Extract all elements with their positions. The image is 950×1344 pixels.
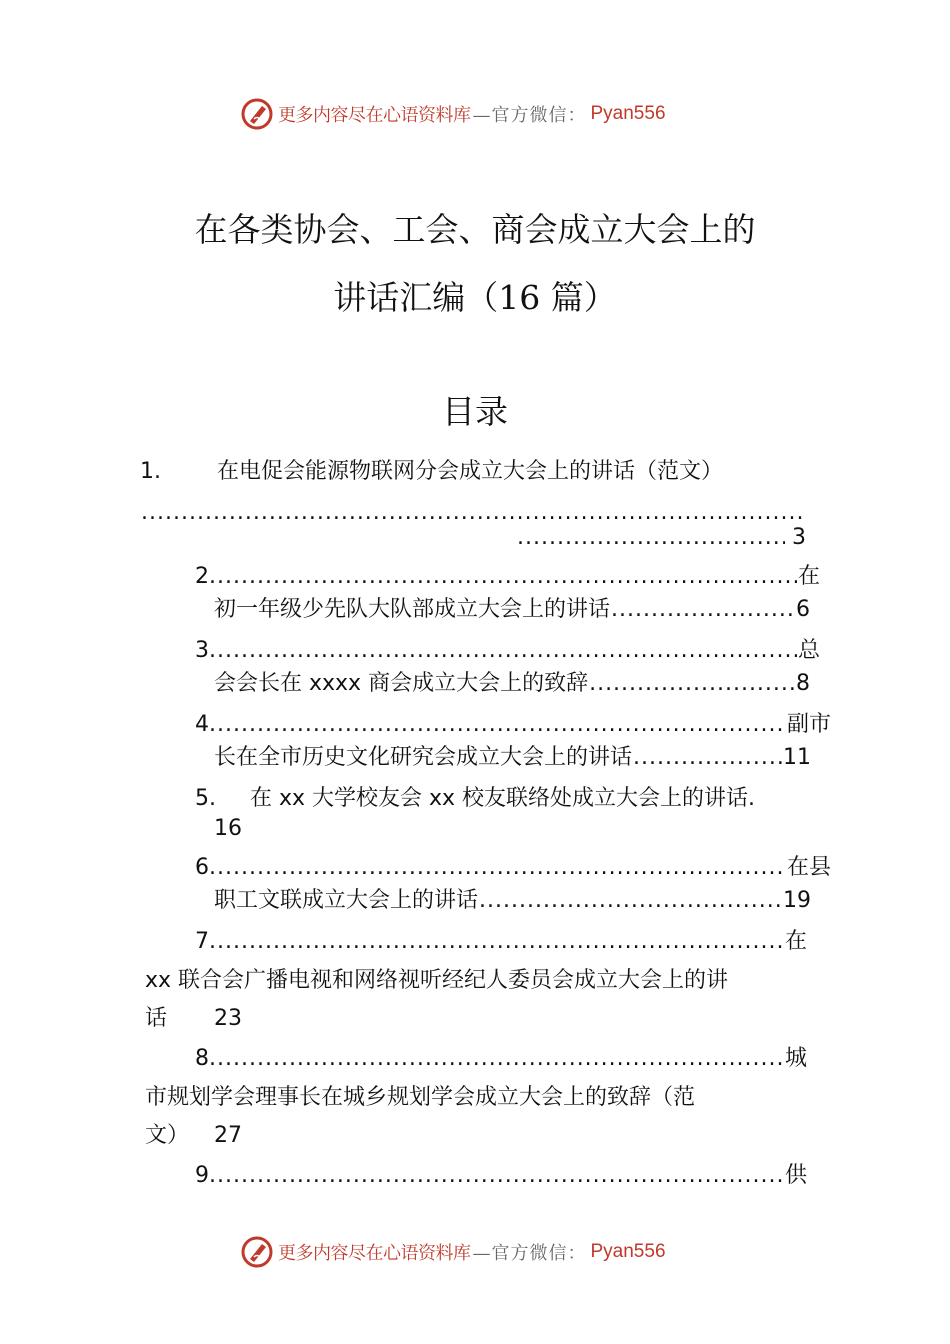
- toc-entry-9-number: 9.: [195, 1163, 216, 1188]
- toc-entry-2-number: 2.: [195, 564, 216, 589]
- toc-entry-8-title[interactable]: 市规划学会理事长在城乡规划学会成立大会上的致辞（范: [145, 1085, 696, 1110]
- toc-entry-8-head: 城: [784, 1046, 807, 1071]
- toc-entry-5-title[interactable]: 在 xx 大学校友会 xx 校友联络处成立大会上的讲话.: [250, 786, 756, 811]
- toc-entry-3-page: 8: [796, 671, 810, 696]
- wechat-id: Pyan556: [590, 1241, 666, 1262]
- toc-entry-2-row[interactable]: [195, 562, 820, 592]
- toc-entry-6-head: 在县: [786, 855, 831, 880]
- watermark-text: 更多内容尽在心语资料库: [278, 105, 471, 126]
- toc-entry-8-number: 8.: [195, 1046, 216, 1071]
- toc-entry-6-row-2[interactable]: [214, 886, 811, 916]
- toc-entry-4-head: 副市: [786, 712, 831, 737]
- wechat-id: Pyan556: [590, 103, 666, 124]
- toc-entry-6-row[interactable]: [195, 853, 831, 883]
- toc-entry-5-number: 5.: [195, 786, 216, 811]
- watermark-label: —官方微信：: [472, 1243, 587, 1264]
- toc-entry-4-row[interactable]: [195, 710, 831, 740]
- toc-entry-5-page: 16: [214, 816, 242, 841]
- toc-entry-7-tail: 话: [145, 1006, 168, 1031]
- toc-entry-7-head: 在: [784, 929, 807, 954]
- toc-entry-7-page: 23: [214, 1006, 242, 1031]
- toc-entry-3-number: 3.: [195, 638, 216, 663]
- toc-entry-4-page: 11: [783, 745, 811, 770]
- toc-entry-8-tail: 文）: [145, 1123, 190, 1148]
- toc-entry-4-row-2[interactable]: [214, 743, 811, 773]
- toc-entry-8-row[interactable]: [195, 1044, 807, 1074]
- toc-entry-6-title: 职工文联成立大会上的讲话: [214, 888, 479, 913]
- document-title-line-1: 在各类协会、工会、商会成立大会上的: [194, 210, 756, 249]
- pen-logo-icon: [240, 97, 274, 131]
- watermark-text: 更多内容尽在心语资料库: [278, 1243, 471, 1264]
- toc-entry-4-title: 长在全市历史文化研究会成立大会上的讲话: [214, 745, 633, 770]
- toc-entry-2-title: 初一年级少先队大队部成立大会上的讲话: [214, 597, 611, 622]
- toc-heading: 目录: [442, 392, 508, 431]
- toc-entry-6-page: 19: [783, 888, 811, 913]
- toc-entry-1-page: 3: [792, 525, 806, 550]
- toc-entry-3-title: 会会长在 xxxx 商会成立大会上的致辞: [214, 671, 589, 696]
- toc-entry-1-leader-end: [516, 523, 806, 553]
- toc-entry-1-title[interactable]: 在电促会能源物联网分会成立大会上的讲话（范文）: [217, 459, 724, 484]
- toc-entry-3-head: 总: [797, 638, 820, 663]
- toc-entry-4-number: 4.: [195, 712, 216, 737]
- toc-entry-1-number: 1.: [140, 459, 161, 484]
- toc-entry-7-title[interactable]: xx 联合会广播电视和网络视听经纪人委员会成立大会上的讲: [145, 968, 729, 993]
- toc-entry-7-row[interactable]: [195, 927, 807, 957]
- toc-entry-2-page: 6: [796, 597, 810, 622]
- toc-entry-8-page: 27: [214, 1123, 242, 1148]
- toc-entry-2-row-2[interactable]: [214, 595, 810, 625]
- watermark-label: —官方微信：: [472, 105, 587, 126]
- toc-entry-9-head: 供: [784, 1163, 807, 1188]
- toc-entry-3-row[interactable]: [195, 636, 820, 666]
- header-watermark-banner: [240, 97, 740, 131]
- footer-watermark-banner: [240, 1235, 740, 1269]
- toc-entry-7-number: 7.: [195, 929, 216, 954]
- toc-entry-2-head: 在: [797, 564, 820, 589]
- toc-entry-9-row[interactable]: [195, 1161, 807, 1191]
- pen-logo-icon: [240, 1235, 274, 1269]
- toc-entry-3-row-2[interactable]: [214, 669, 810, 699]
- document-title-line-2: 讲话汇编（16 篇）: [333, 278, 617, 317]
- toc-entry-6-number: 6.: [195, 855, 216, 880]
